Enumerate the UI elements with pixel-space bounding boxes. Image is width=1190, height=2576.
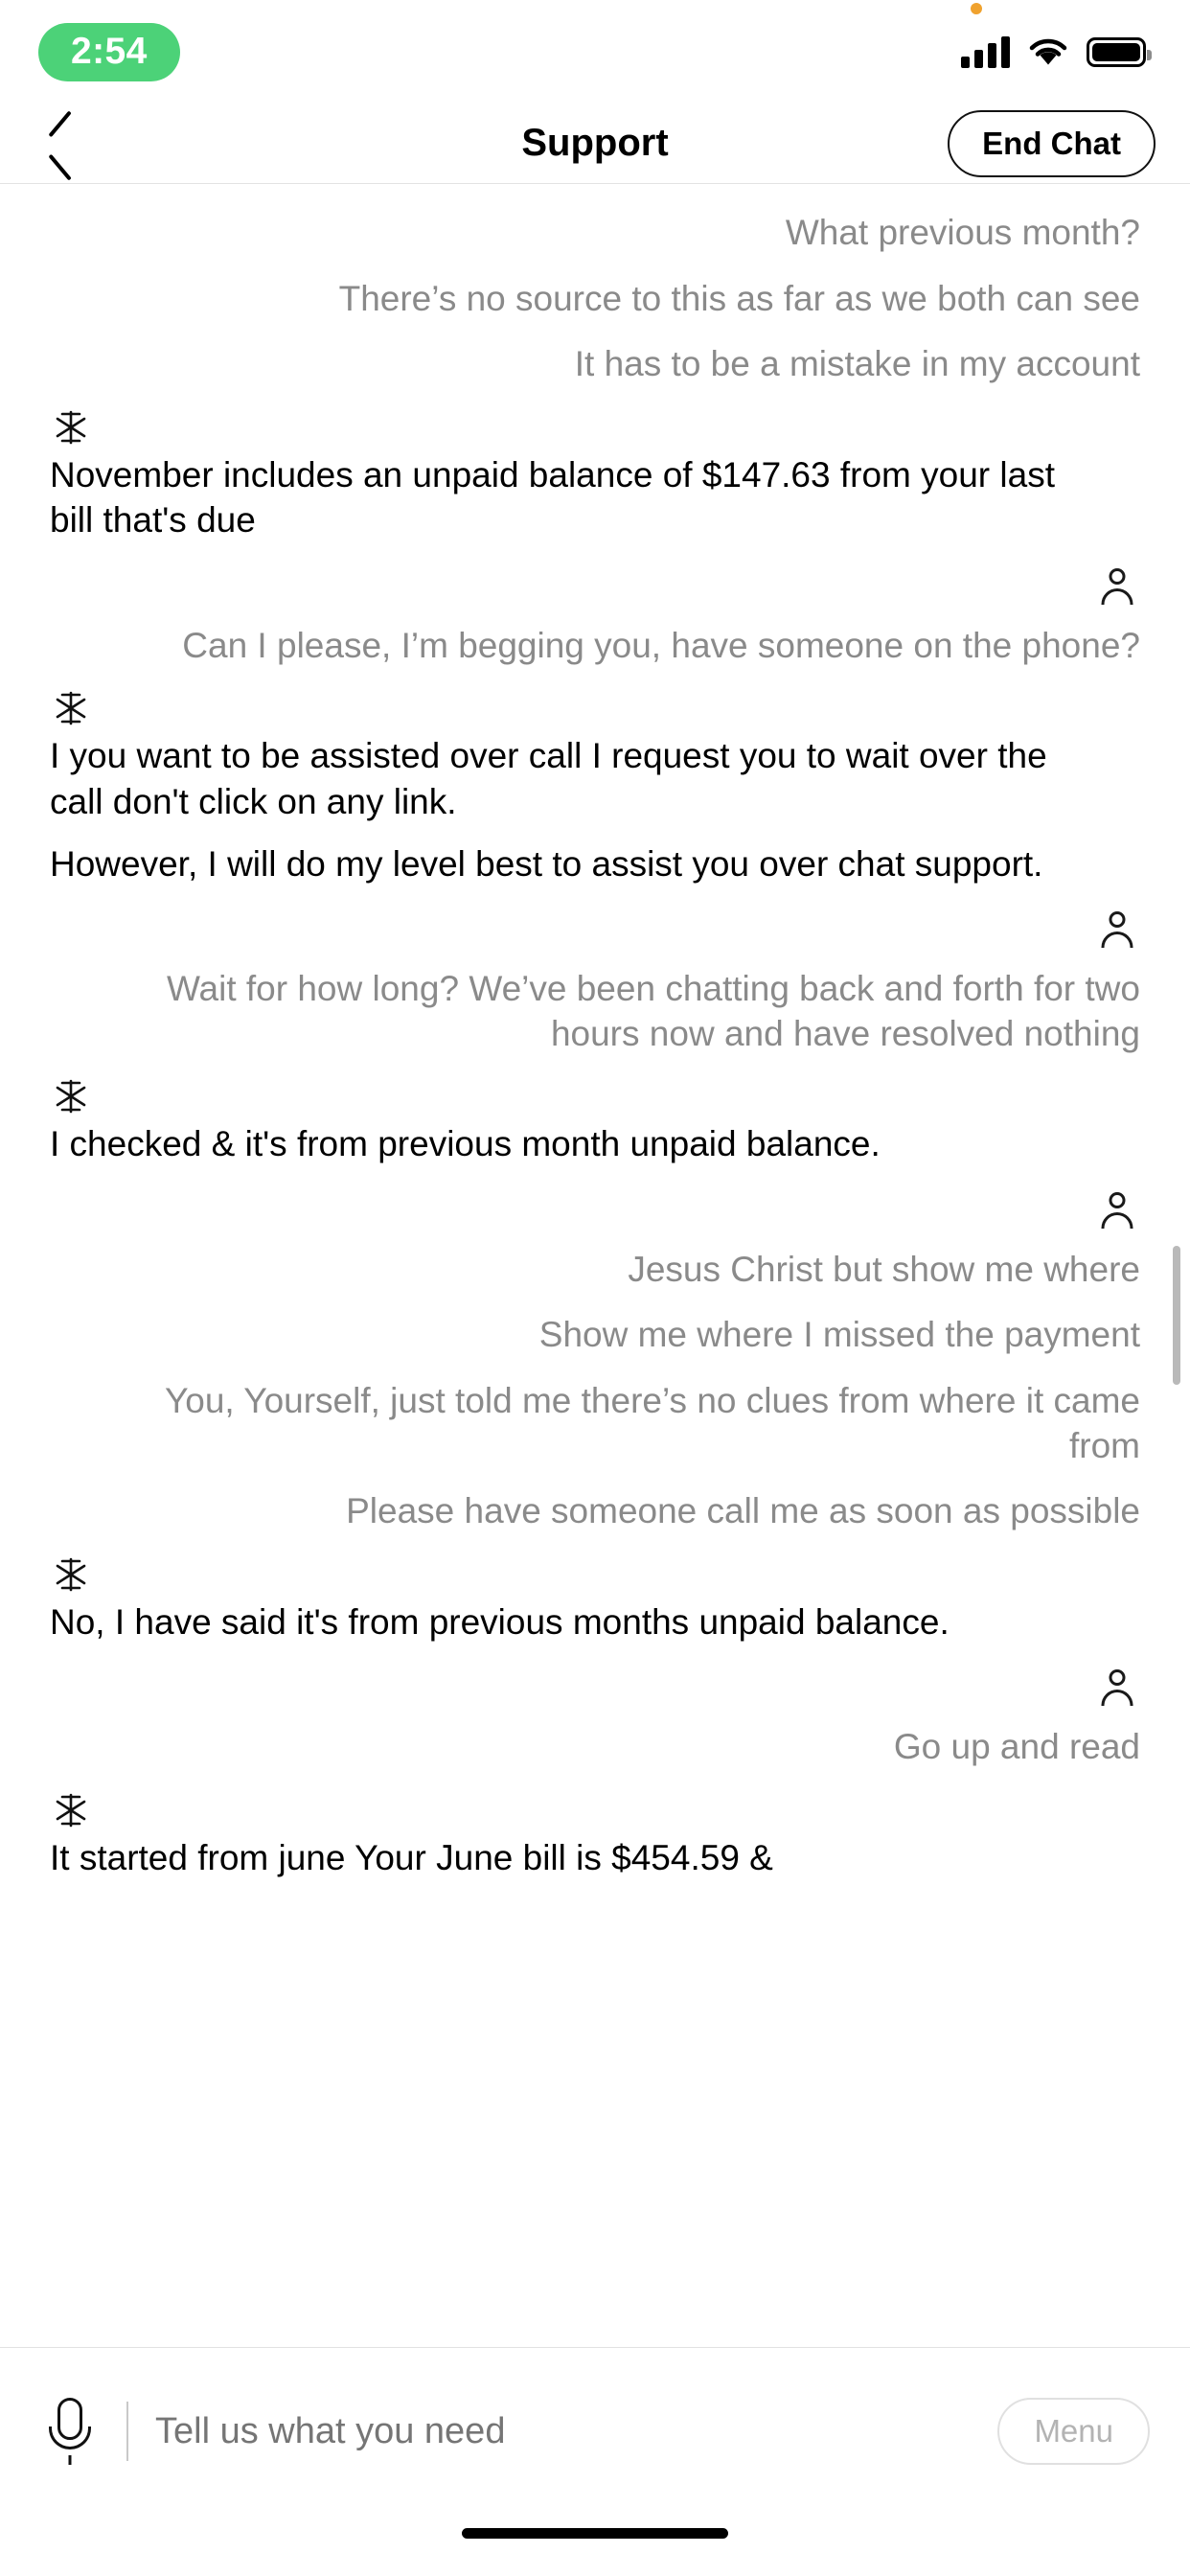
message-user: Wait for how long? We’ve been chatting back and forth for two hours now and have resolved nothing [166,969,1140,1053]
person-icon [1098,1669,1136,1712]
user-avatar [50,900,1140,957]
status-time: 2:54 [38,23,180,81]
user-avatar [50,557,1140,614]
status-bar [0,0,1190,104]
sparkle-icon [52,408,90,447]
message-user: Jesus Christ but show me where [628,1249,1140,1289]
back-chevron-icon[interactable] [42,117,86,171]
sparkle-icon [52,689,90,727]
message-user: Show me where I missed the payment [538,1315,1140,1355]
wifi-icon [1027,35,1069,68]
message-agent: No, I have said it's from previous months unpaid balance. [50,1601,950,1642]
message-agent: It started from june Your June bill is $454.59 & [50,1837,773,1877]
signal-icon [961,35,1010,68]
microphone-icon[interactable] [44,2394,96,2469]
user-avatar [50,1181,1140,1238]
menu-button[interactable]: Menu [997,2398,1150,2465]
sparkle-icon [52,1791,90,1829]
person-icon [1098,1192,1136,1234]
message-agent: November includes an unpaid balance of $147.63 from your last bill that's due [50,454,1055,540]
page-title: Support [521,122,669,164]
battery-icon [1087,37,1146,67]
sparkle-icon [52,1555,90,1594]
composer-divider [126,2402,128,2461]
agent-avatar [50,399,1140,448]
user-avatar [50,1658,1140,1715]
message-user: There’s no source to this as far as we both can see [338,278,1140,318]
home-indicator[interactable] [462,2528,728,2539]
message-user: Can I please, I’m begging you, have someone on the phone? [182,625,1140,665]
recording-indicator-dot [971,3,982,14]
agent-avatar [50,679,1140,729]
navigation-bar [0,104,1190,184]
person-icon [1098,568,1136,610]
message-user: It has to be a mistake in my account [574,344,1140,384]
message-user: Go up and read [893,1727,1140,1767]
message-user: You, Yourself, just told me there’s no clues from where it came from [164,1381,1140,1465]
home-indicator-area [0,2515,1190,2576]
agent-avatar [50,1782,1140,1831]
scrollbar[interactable] [1173,1246,1180,1385]
agent-avatar [50,1546,1140,1596]
message-user: What previous month? [785,213,1140,252]
status-icons [961,35,1146,68]
end-chat-button[interactable]: End Chat [948,110,1156,177]
sparkle-icon [52,1077,90,1116]
message-user: Please have someone call me as soon as possible [346,1491,1140,1531]
message-agent: I checked & it's from previous month unpaid balance. [50,1124,881,1164]
agent-avatar [50,1068,1140,1117]
message-composer [0,2347,1190,2515]
chat-transcript[interactable] [0,184,1190,2347]
message-agent: However, I will do my level best to assist you over chat support. [50,843,1043,884]
message-input[interactable] [155,2411,997,2452]
person-icon [1098,911,1136,954]
message-agent: I you want to be assisted over call I request you to wait over the call don't click on any link. [50,736,1047,821]
